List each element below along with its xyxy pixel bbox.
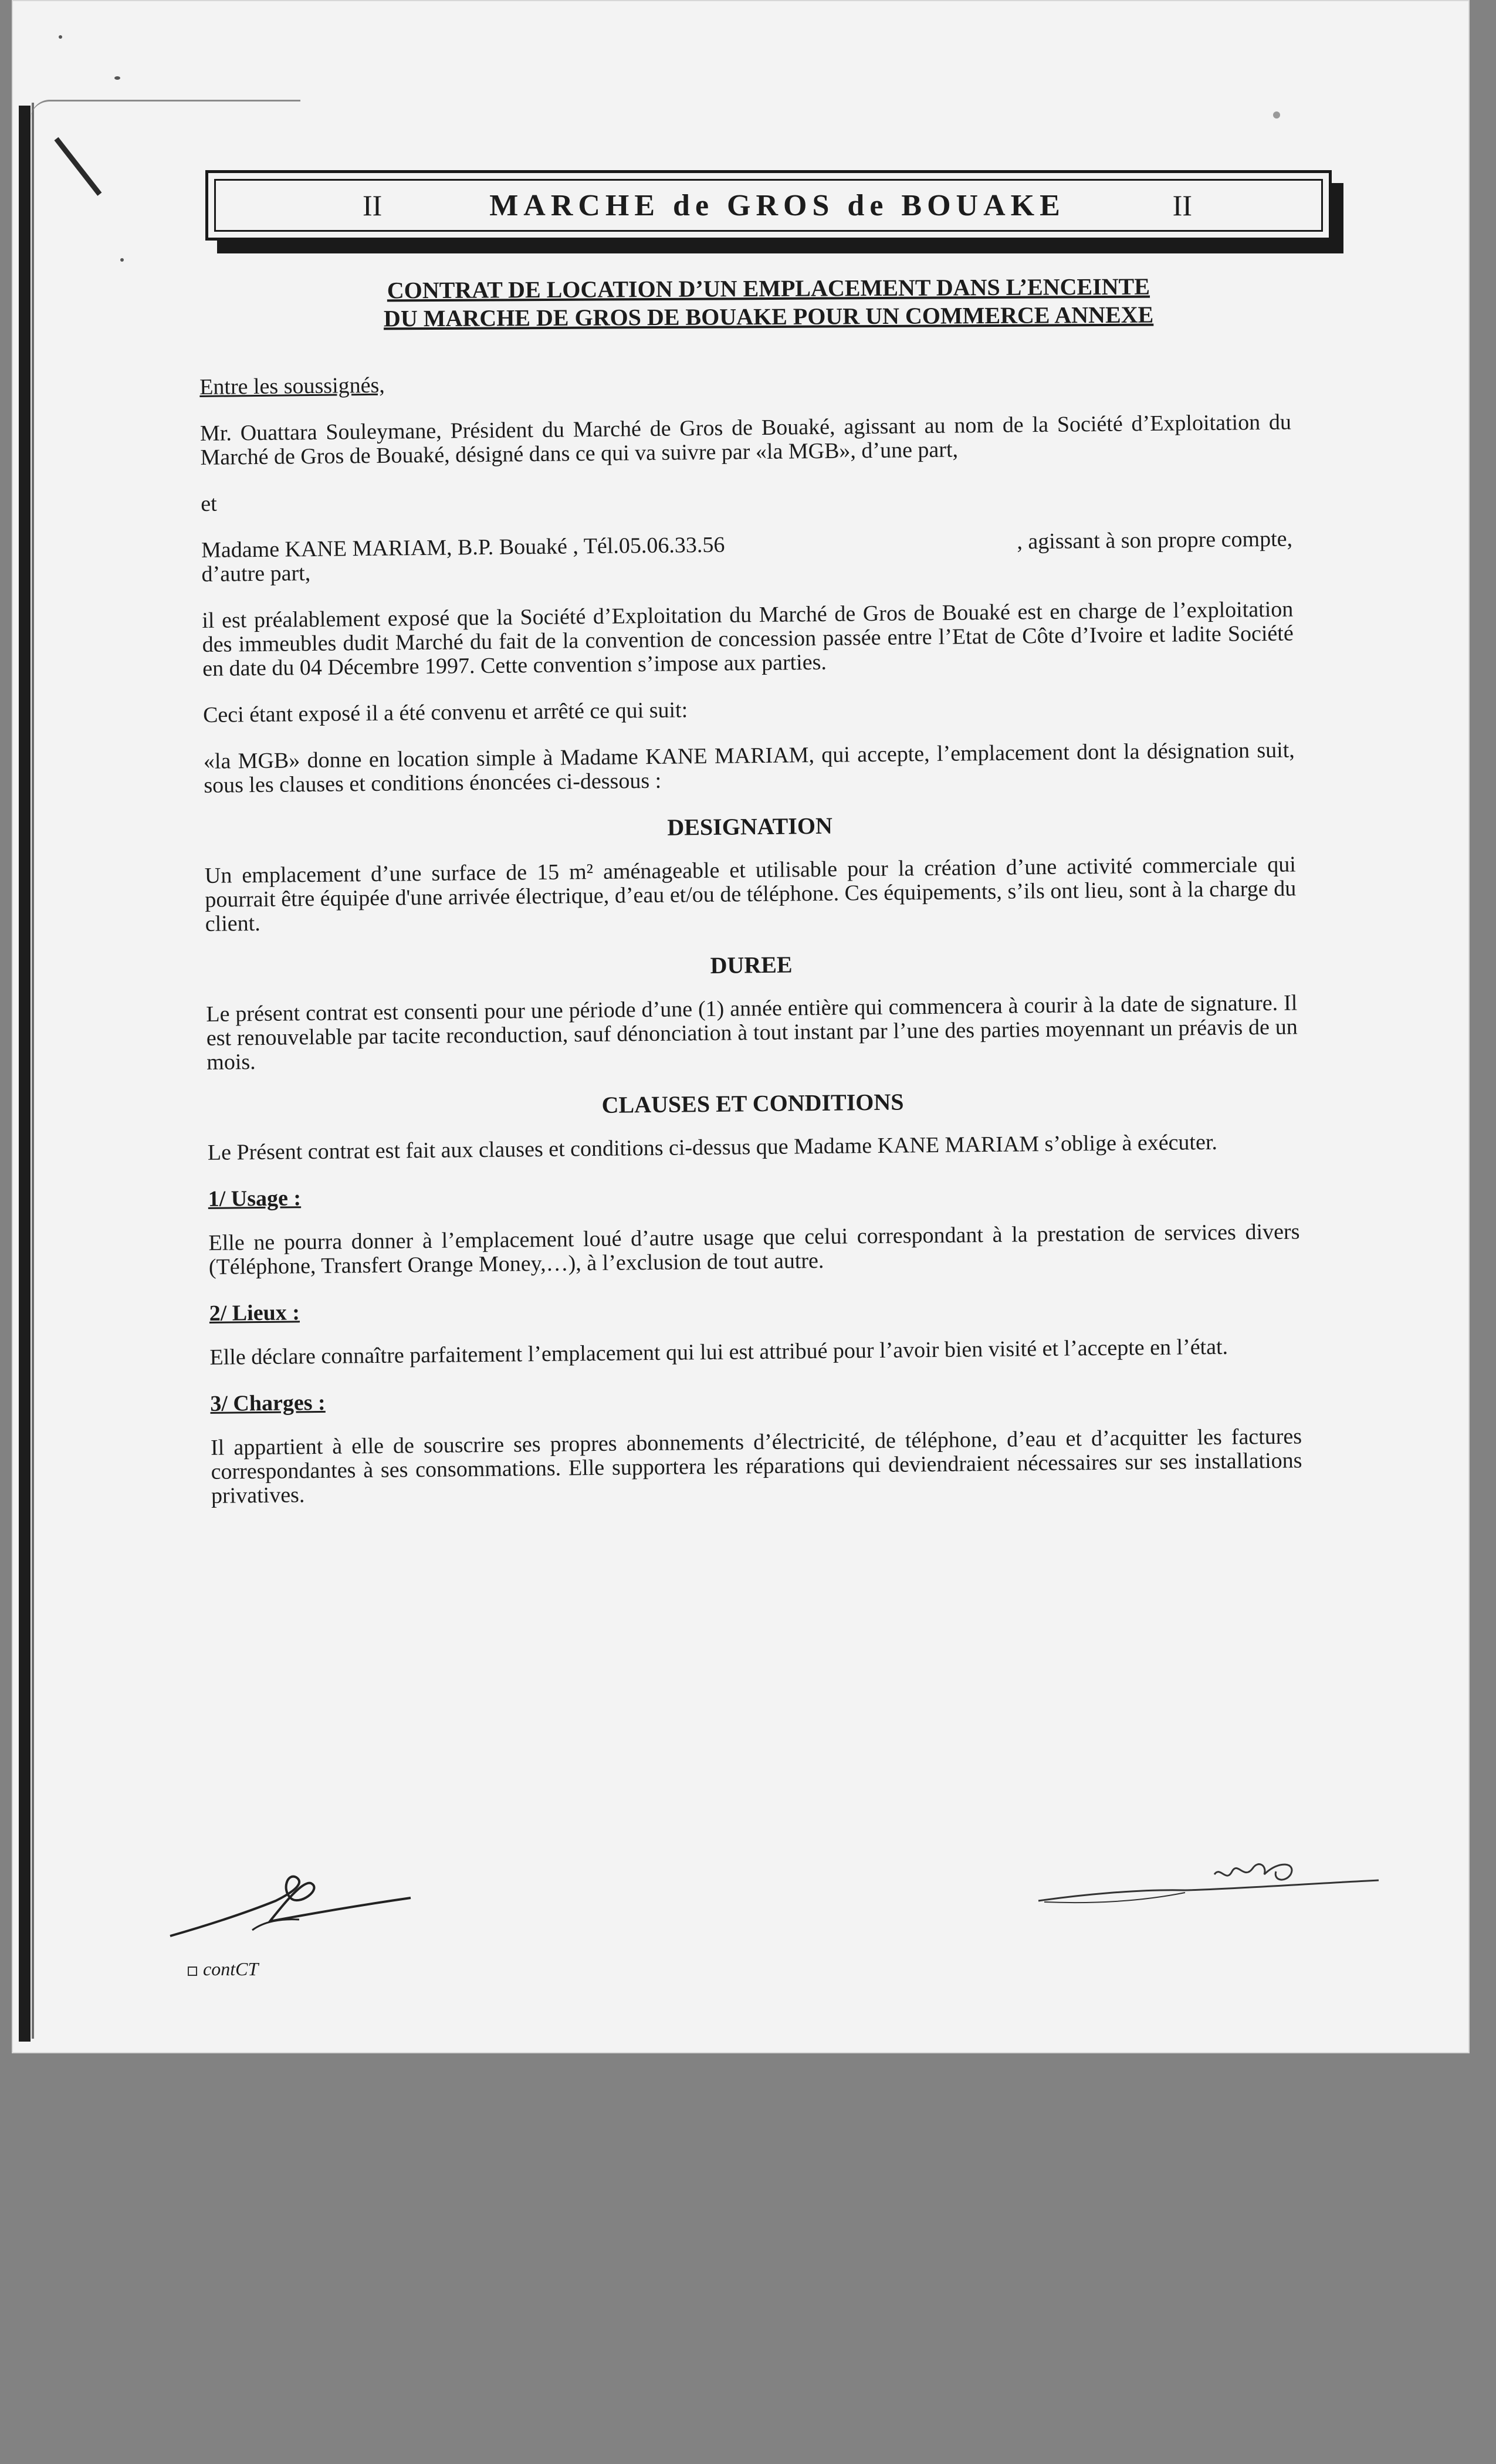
party-two-identity: Madame KANE MARIAM, B.P. Bouaké , Tél.05.06.33.56: [201, 532, 725, 563]
binding-edge: [19, 106, 31, 2042]
contract-title-line2: DU MARCHE DE GROS DE BOUAKE POUR UN COMMERCE ANNEXE: [383, 301, 1154, 332]
charges-paragraph: Il appartient à elle de souscrire ses propres abonnements d’électricité, de téléphone, d’eau et d’acquitter les factures correspondantes à ses consommations. Elle supportera les réparations qui deviendraient nécessaires sur ses installations privatives.: [210, 1424, 1302, 1508]
duree-paragraph: Le présent contrat est consenti pour une période d’une (1) année entière qui commencera à courir à la date de signature. Il est renouvelable par tacite reconduction, sauf dénonciation à tout instant par l’une des parties moyennant un préavis de un mois.: [206, 990, 1298, 1075]
contract-title-line1: CONTRAT DE LOCATION D’UN EMPLACEMENT DANS L’ENCEINTE: [387, 273, 1150, 304]
scan-speck: [1273, 111, 1280, 119]
party-two-paragraph: [201, 527, 1293, 587]
party-two-capacity: , agissant à son propre compte,: [1017, 526, 1293, 554]
lieux-paragraph: Elle déclare connaître parfaitement l’emplacement qui lui est attribué pour l’avoir bien visité et l’accepte en l’état.: [209, 1334, 1228, 1370]
conjunction-et: et: [201, 491, 217, 516]
party-two-end: d’autre part,: [201, 561, 311, 587]
charges-title: 3/ Charges :: [210, 1390, 326, 1416]
page-curl: [31, 100, 300, 119]
parties-heading: Entre les soussignés,: [199, 373, 385, 400]
header-banner: [205, 170, 1332, 241]
banner-title: MARCHE de GROS de BOUAKE: [489, 188, 1065, 222]
duree-heading: DUREE: [710, 951, 793, 979]
signature-left: [164, 1866, 422, 1948]
banner-glyph-left: II: [363, 189, 383, 222]
scan-speck: [114, 76, 120, 80]
lieux-title: 2/ Lieux :: [209, 1300, 300, 1326]
agreement-paragraph: Ceci étant exposé il a été convenu et arrêté ce qui suit:: [202, 698, 688, 727]
footer-label: contCT: [203, 1958, 259, 1979]
preamble-paragraph: il est préalablement exposé que la Société d’Exploitation du Marché de Gros de Bouaké est en charge de l’exploitation des immeubles dudit Marché du fait de la convention de concession passée entre l’Etat de Côte d’Ivoire et ladite Société en date du 04 Décembre 1997. Cette convention s’impose aux parties.: [202, 597, 1294, 681]
contract-body: [199, 364, 1303, 1531]
contract-title: [258, 272, 1279, 333]
party-one-paragraph: Mr. Ouattara Souleymane, Président du Marché de Gros de Bouaké, agissant au nom de la Société d’Exploitation du Marché de Gros de Bouaké, désigné dans ce qui va suivre par «la MGB», d’une part,: [199, 409, 1292, 470]
footer-reference: [188, 1958, 258, 1980]
lease-paragraph: «la MGB» donne en location simple à Madame KANE MARIAM, qui accepte, l’emplacement dont la désignation suit, sous les clauses et conditions énoncées ci-dessous :: [203, 737, 1295, 798]
scan-speck: [120, 258, 124, 262]
designation-paragraph: Un emplacement d’une surface de 15 m² aménageable et utilisable pour la création d’une activité commerciale qui pourrait être équipée d'une arrivée électrique, d’eau et/ou de téléphone. Ces équipements, s’ils ont lieu, sont à la charge du client.: [204, 852, 1297, 936]
binding-edge-shadow: [32, 103, 34, 2039]
designation-heading: DESIGNATION: [667, 812, 833, 841]
clauses-heading: CLAUSES ET CONDITIONS: [601, 1088, 904, 1118]
banner-glyph-right: II: [1172, 189, 1192, 222]
clauses-intro: Le Présent contrat est fait aux clauses et conditions ci-dessus que Madame KANE MARIAM s’oblige à exécuter.: [207, 1129, 1218, 1165]
usage-title: 1/ Usage :: [208, 1186, 302, 1211]
signature-right: [1033, 1848, 1385, 1918]
scan-speck: [59, 35, 62, 39]
checkbox-mark-icon: [188, 1967, 197, 1976]
usage-paragraph: Elle ne pourra donner à l’emplacement loué d’autre usage que celui correspondant à la prestation de services divers (Téléphone, Transfert Orange Money,…), à l’exclusion de tout autre.: [208, 1219, 1300, 1280]
